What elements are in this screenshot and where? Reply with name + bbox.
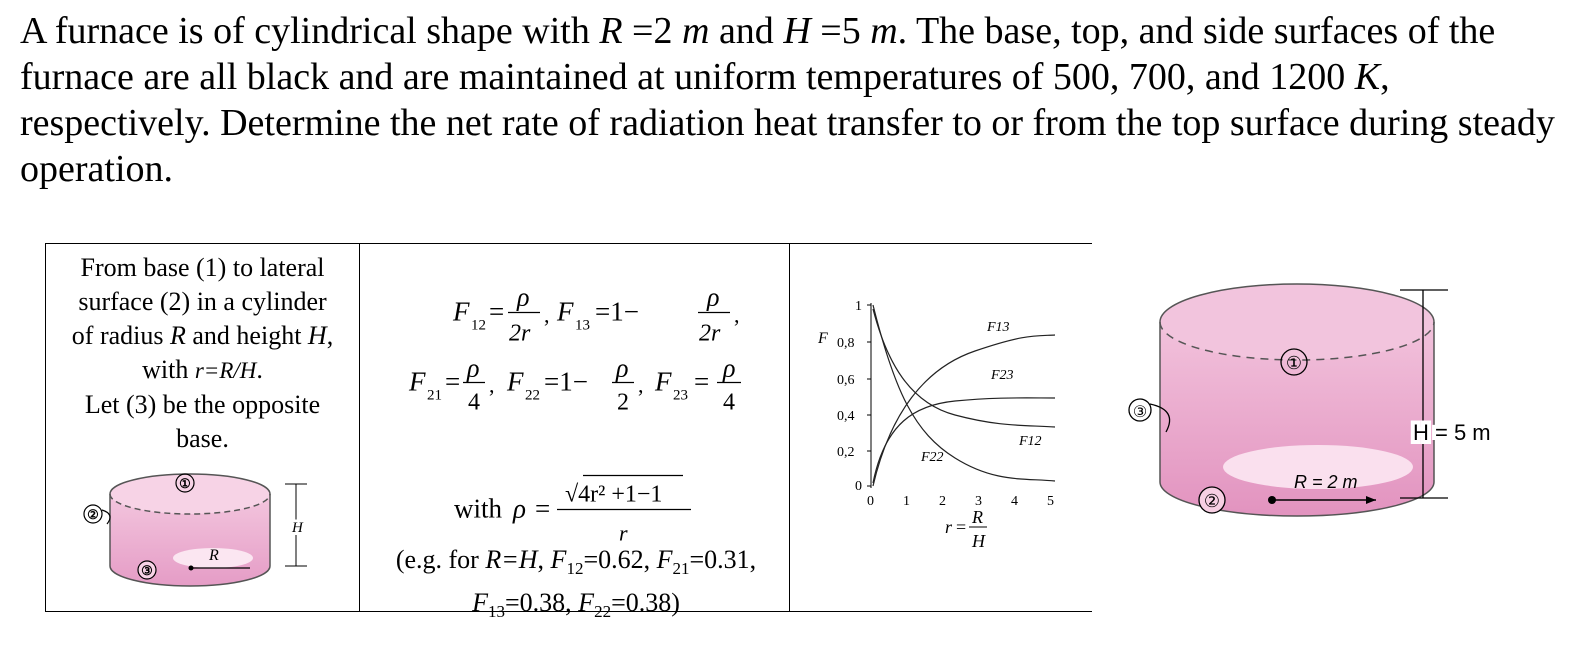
svg-text:,: ,	[638, 372, 644, 398]
label-1: ①	[179, 476, 191, 491]
formula-f12	[452, 283, 550, 347]
description-line: From base (1) to lateral	[80, 253, 325, 282]
svg-text:F: F	[409, 366, 426, 397]
svg-text:=1−: =1−	[544, 366, 588, 397]
unit-meter: m	[681, 10, 710, 52]
view-factor-chart	[815, 293, 1085, 563]
svg-text:F: F	[507, 366, 524, 397]
svg-text:21: 21	[427, 387, 442, 404]
furnace-cylinder-figure	[1118, 262, 1558, 522]
formula-rho-definition	[454, 476, 691, 546]
svg-text:F: F	[557, 296, 574, 327]
svg-text:F12: F12	[1019, 434, 1042, 449]
svg-text:0,4: 0,4	[837, 409, 855, 424]
description-line: surface (2) in a cylinder	[78, 287, 327, 316]
unit-meter: m	[870, 10, 898, 52]
svg-text:=1−: =1−	[595, 296, 639, 327]
svg-text:2: 2	[617, 389, 629, 416]
svg-text:F: F	[655, 366, 672, 397]
svg-text:3: 3	[975, 494, 982, 509]
side-label: ③	[1132, 404, 1148, 421]
description-line: with r=R/H.	[142, 355, 263, 384]
view-factor-table	[45, 243, 1092, 622]
svg-text:2r: 2r	[699, 320, 721, 347]
svg-text:0,2: 0,2	[837, 445, 855, 460]
svg-text:ρ: ρ	[723, 353, 736, 383]
svg-text:0: 0	[855, 479, 862, 494]
label-2: ②	[87, 507, 99, 522]
svg-text:22: 22	[525, 387, 540, 404]
svg-text:4: 4	[468, 389, 480, 416]
svg-text:F23: F23	[991, 368, 1014, 383]
svg-text:13: 13	[575, 317, 590, 334]
svg-text:F22: F22	[921, 450, 944, 465]
svg-text:F13: F13	[987, 320, 1010, 335]
svg-text:0,8: 0,8	[837, 336, 855, 351]
height-label: H = 5 m	[1413, 420, 1491, 445]
svg-text:ρ: ρ	[616, 353, 629, 383]
formula-f23	[654, 354, 741, 416]
svg-text:r: r	[619, 520, 628, 546]
chart-y-ticks	[837, 299, 871, 494]
chart-curves	[873, 305, 1055, 486]
example-values: (e.g. for R=H, $F_{12}=0.62$, $F_{21}=0.31$, $F_{13}=0.38$, $F_{22}=0.38$)	[395, 545, 757, 622]
description-line: base.	[176, 424, 229, 453]
base-label: ②	[1203, 491, 1221, 511]
svg-text:ρ: ρ	[467, 353, 480, 383]
svg-text:4: 4	[723, 389, 735, 416]
curve-f12	[873, 309, 1055, 427]
svg-text:ρ: ρ	[707, 282, 720, 312]
svg-text:ρ: ρ	[517, 282, 530, 312]
height-variable: H	[783, 10, 811, 52]
svg-text:4: 4	[1011, 494, 1018, 509]
svg-text:5: 5	[1047, 494, 1054, 509]
svg-text:1: 1	[903, 494, 910, 509]
height-value: =5	[810, 10, 871, 52]
description-line: of radius R and height H,	[71, 321, 334, 350]
table-description	[45, 251, 360, 456]
radius-value: =2	[622, 10, 682, 52]
svg-text:12: 12	[471, 317, 486, 334]
svg-text:,: ,	[544, 302, 550, 328]
problem-text-part: , respectively. Determine the net rate of radiation heat transfer to or from the top surface during steady operation.	[20, 56, 1555, 190]
svg-text:2r: 2r	[509, 320, 531, 347]
svg-text:=: =	[489, 296, 505, 327]
top-label: ①	[1285, 353, 1303, 373]
svg-text:=: =	[956, 517, 967, 537]
small-height-label: H	[292, 520, 303, 536]
svg-text:√4r² +1−1: √4r² +1−1	[565, 481, 663, 508]
formula-f21	[408, 354, 495, 416]
svg-text:r: r	[945, 517, 953, 537]
small-radius-label: R	[209, 547, 219, 564]
svg-text:F: F	[453, 296, 470, 327]
radius-label: R = 2 m	[1294, 472, 1358, 492]
curve-f22	[873, 305, 1055, 481]
svg-text:23: 23	[673, 387, 688, 404]
formula-f22	[506, 354, 644, 416]
label-2-pointer	[102, 510, 110, 524]
problem-statement	[20, 8, 1565, 192]
small-cylinder-figure	[75, 448, 355, 598]
chart-x-label	[945, 507, 987, 551]
problem-text-part: . The base, top, and side surfaces of the furnace are all black and are maintained at uniform temperatures of 500, 700, and 1200	[20, 10, 1496, 98]
svg-text:0,6: 0,6	[837, 373, 855, 388]
svg-text:=: =	[445, 366, 461, 397]
kelvin-unit: K	[1354, 56, 1381, 98]
problem-text-part: and	[709, 10, 784, 52]
svg-text:0: 0	[867, 494, 874, 509]
svg-text:=: =	[694, 366, 710, 397]
label-3: ③	[141, 563, 153, 578]
svg-text:,: ,	[489, 372, 495, 398]
svg-text:ρ: ρ	[513, 493, 526, 524]
svg-text:R: R	[972, 507, 983, 527]
svg-text:2: 2	[939, 494, 946, 509]
svg-text:=: =	[535, 493, 551, 524]
chart-y-label: F	[818, 330, 828, 347]
chart-curve-labels	[920, 320, 1042, 465]
svg-text:,: ,	[734, 302, 740, 328]
svg-text:H: H	[972, 531, 985, 551]
formula-f13	[556, 283, 740, 347]
svg-text:1: 1	[855, 299, 862, 314]
chart-x-ticks	[867, 494, 1054, 509]
radius-variable: R	[599, 10, 623, 52]
description-line: Let (3) be the opposite	[84, 390, 321, 419]
svg-text:with: with	[454, 493, 503, 524]
problem-text-part: A furnace is of cylindrical shape with	[20, 10, 600, 52]
